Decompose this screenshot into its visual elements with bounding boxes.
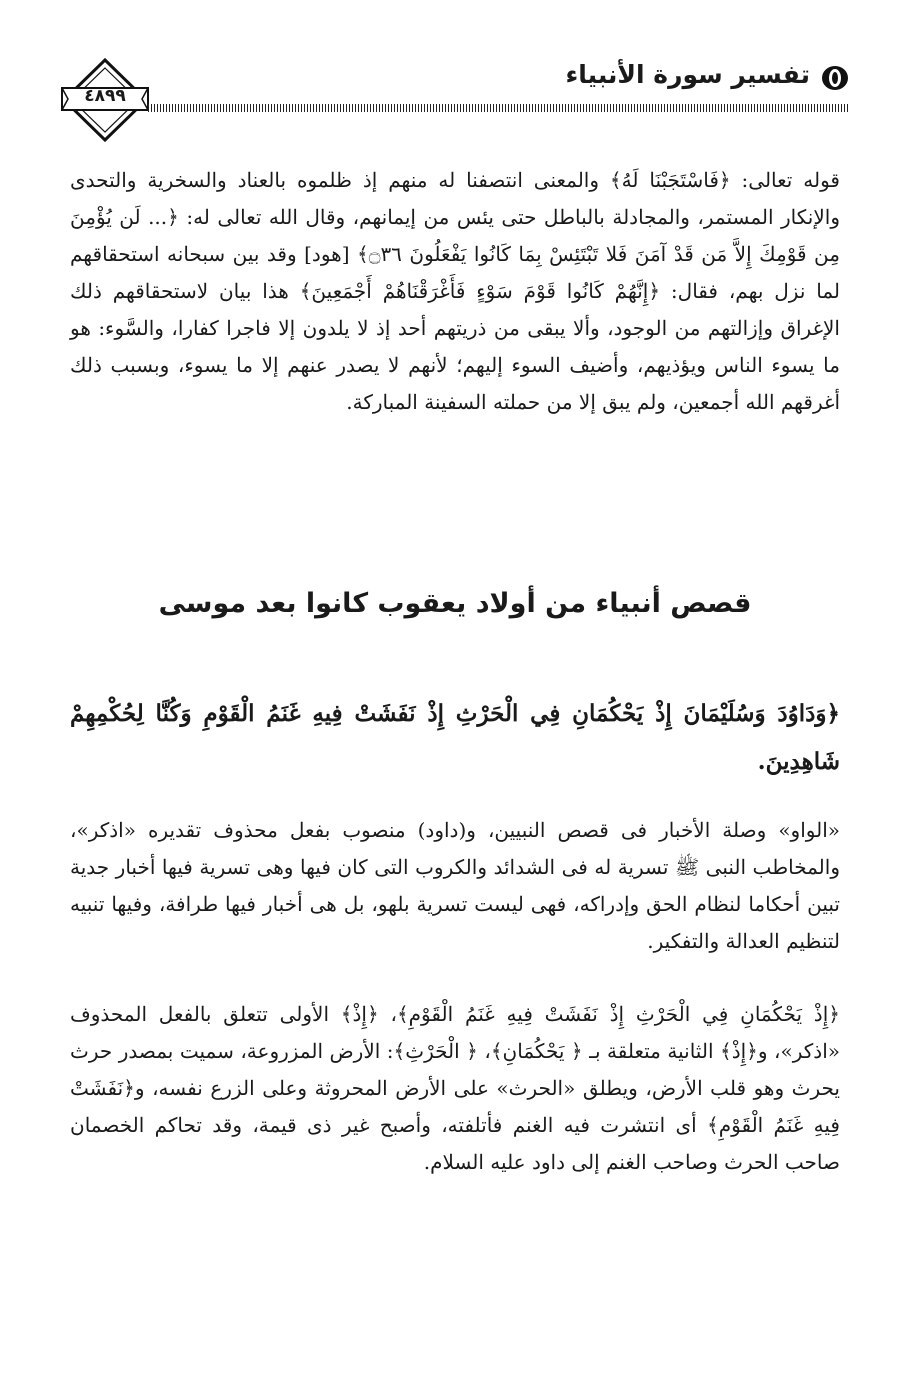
running-title: تفسير سورة الأنبياء xyxy=(565,60,810,89)
header-rule xyxy=(148,104,850,112)
quran-verse: ﴿وَدَاوُدَ وَسُلَيْمَانَ إِذْ يَحْكُمَانِ فِي الْحَرْثِ إِذْ نَفَشَتْ فِيهِ غَنَمُ الْقَوْمِ وَكُنَّا لِحُكْمِهِمْ شَاهِدِينَ. xyxy=(70,700,840,775)
page-header xyxy=(60,50,850,150)
ornament-icon xyxy=(820,64,850,92)
section-heading: قصص أنبياء من أولاد يعقوب كانوا بعد موسى xyxy=(158,588,752,619)
paragraph-1: قوله تعالى: ﴿فَاسْتَجَبْنَا لَهُ﴾ والمعنى انتصفنا له منهم إذ ظلموه بالعناد والسخرية والتحدى والإنكار المستمر، والمجادلة بالباطل حتى يئس من إيمانهم، وقال الله تعالى له: ﴿... لَن يُؤْمِنَ مِن قَوْمِكَ إِلاَّ مَن قَدْ آمَنَ فَلا تَبْتَئِسْ بِمَا كَانُوا يَفْعَلُونَ ۝٣٦﴾ [هود] وقد بين سبحانه استحقاقهم لما نزل بهم، فقال: ﴿إِنَّهُمْ كَانُوا قَوْمَ سَوْءٍ فَأَغْرَقْنَاهُمْ أَجْمَعِينَ﴾ هذا بيان لاستحقاقهم ذلك الإغراق وإزالتهم من الوجود، وألا يبقى من ذريتهم أحد إذ لا يلدون إلا فاجرا كفارا، والسَّوء: هو ما يسوء الناس ويؤذيهم، وأضيف السوء إليهم؛ لأنهم لا يصدر عنهم إلا ما يسوء، وبسبب ذلك أغرقهم الله أجمعين، ولم يبق إلا من حملته السفينة المباركة. xyxy=(70,168,840,414)
page-number: ٤٨٩٩ xyxy=(84,86,126,106)
paragraph-3: ﴿إِذْ يَحْكُمَانِ فِي الْحَرْثِ إِذْ نَفَشَتْ فِيهِ غَنَمُ الْقَوْمِ﴾، ﴿إِذْ﴾ الأولى تتعلق بالفعل المحذوف «اذكر»، و﴿إِذْ﴾ الثانية متعلقة بـ ﴿ يَحْكُمَانِ﴾، ﴿ الْحَرْثِ﴾: الأرض المزروعة، سميت بمصدر حرث يحرث وهو قلب الأرض، ويطلق «الحرث» على الأرض المحروثة وعلى الزرع نفسه، و﴿نَفَشَتْ فِيهِ غَنَمُ الْقَوْمِ﴾ أى انتشرت فيه الغنم فأتلفته، وأصبح غير ذى قيمة، وقد تحاكم الخصمان صاحب الحرث وصاحب الغنم إلى داود عليه السلام. xyxy=(70,1002,840,1174)
paragraph-2: «الواو» وصلة الأخبار فى قصص النبيين، و(داود) منصوب بفعل محذوف تقديره «اذكر»، والمخاطب النبى ﷺ تسرية له فى الشدائد والكروب التى كان فيها وهى تسرية فيها أخبار جدية تبين أحكاما لنظام الحق وإدراكه، فهى ليست تسرية بلهو، بل هى أخبار فيها طرافة، وفيها تنبيه لتنظيم العدالة والتفكير. xyxy=(70,818,840,953)
